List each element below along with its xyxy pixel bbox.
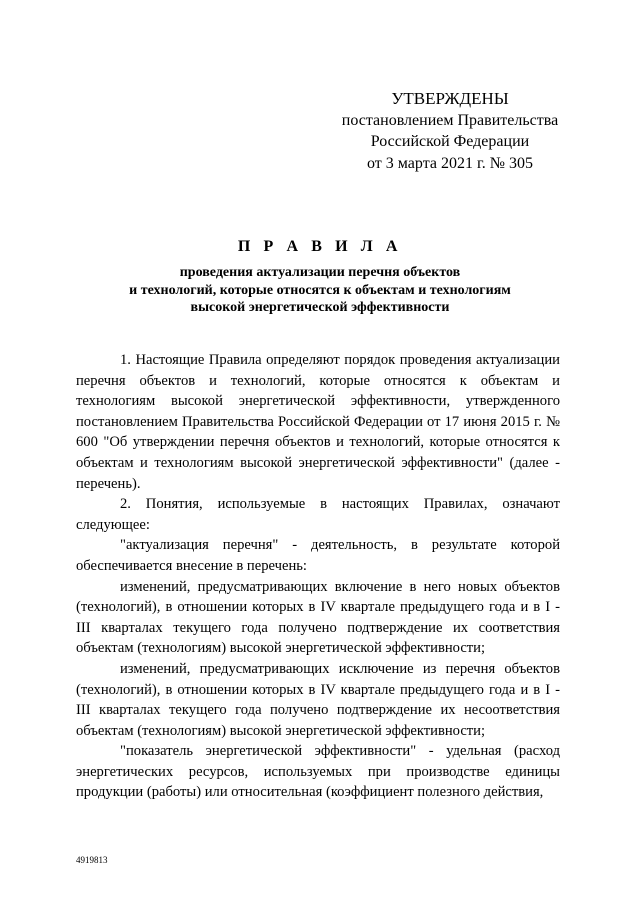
paragraph-3: "актуализация перечня" - деятельность, в результате которой обеспечивается внесение в перечень:: [76, 537, 560, 574]
paragraph-1: 1. Настоящие Правила определяют порядок проведения актуализации перечня объектов и технологий, которые относятся к объектам и технологиям высокой энергетической эффективности, утвержденного постановлением Правительства Российской Федерации от 17 июня 2015 г. № 600 "Об утверждении перечня объектов и технологий, которые относятся к объектам и технологиям высокой энергетической эффективности" (далее - перечень).: [76, 352, 560, 492]
subtitle-line-1: проведения актуализации перечня объектов: [179, 265, 461, 280]
approval-block: [320, 88, 580, 174]
paragraph-4: изменений, предусматривающих включение в него новых объектов (технологий), в отношении которых в IV квартале предыдущего года и в I - III кварталах текущего года получено подтверждение их соответствия объектам (технологиям) высокой энергетической эффективности;: [76, 578, 560, 657]
document-title: П Р А В И Л А: [237, 238, 403, 255]
approval-line-2: Российской Федерации: [370, 133, 530, 150]
subtitle-line-3: высокой энергетической эффективности: [190, 300, 450, 315]
document-subtitle: [90, 264, 550, 317]
paragraph-2: 2. Понятия, используемые в настоящих Правилах, означают следующее:: [76, 496, 560, 533]
document-code: 4919813: [76, 855, 108, 865]
approval-line-1: постановлением Правительства: [341, 111, 559, 129]
approval-line-3: от 3 марта 2021 г. № 305: [367, 154, 533, 172]
document-body: [76, 350, 560, 803]
subtitle-line-2: и технологий, которые относятся к объектам и технологиям: [129, 282, 511, 298]
paragraph-5: изменений, предусматривающих исключение из перечня объектов (технологий), в отношении которых в IV квартале предыдущего года и в I - III кварталах текущего года получено подтверждение их несоответствия объектам (технологиям) высокой энергетической эффективности;: [76, 660, 560, 739]
approval-heading: УТВЕРЖДЕНЫ: [391, 89, 509, 108]
paragraph-6: "показатель энергетической эффективности" - удельная (расход энергетических ресурсов, используемых при производстве единицы продукции (работы) или относительная (коэффициент полезного действия,: [76, 743, 560, 801]
